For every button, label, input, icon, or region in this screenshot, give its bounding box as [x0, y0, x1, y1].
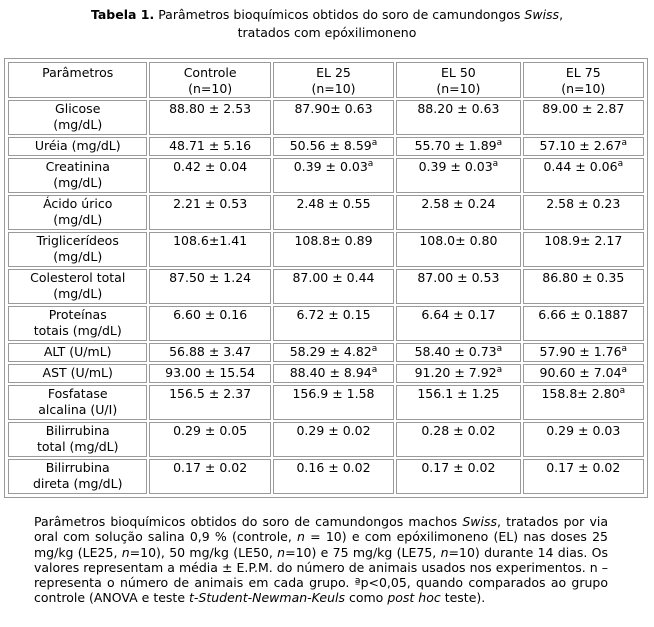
footnote-segment: n — [440, 544, 449, 560]
value-cell: 0.29 ± 0.05 — [149, 422, 270, 457]
value-cell: 58.40 ± 0.73$^a$ — [396, 343, 520, 362]
footnote-segment: como — [345, 590, 388, 606]
table-row — [8, 306, 644, 341]
caption-species: Swiss — [524, 7, 560, 22]
value-cell: 2.58 ± 0.23 — [523, 195, 644, 230]
parameter-name: Bilirrubina total (mg/dL) — [8, 422, 147, 457]
parameter-name: Creatinina (mg/dL) — [8, 158, 147, 193]
footnote-segment: Swiss — [462, 514, 497, 529]
footnote-segment: n — [121, 544, 130, 560]
value-cell: 0.29 ± 0.02 — [273, 422, 394, 457]
value-cell: 57.10 ± 2.67$^a$ — [523, 137, 644, 156]
footnote-segment: t-Student-Newman-Keuls — [189, 590, 346, 606]
value-cell: 108.0± 0.80 — [396, 232, 520, 267]
footnote-segment: =10) e 75 mg/kg (LE75, — [285, 544, 441, 560]
footnote-segment: post hoc — [387, 590, 441, 606]
table-row — [8, 269, 644, 304]
parameter-name: Glicose (mg/dL) — [8, 100, 147, 135]
value-cell: 0.44 ± 0.06$^a$ — [523, 158, 644, 193]
footnote-segment: n — [297, 529, 305, 545]
table-body — [8, 100, 644, 494]
header-el75: EL 75 (n=10) — [523, 62, 644, 98]
significance-marker: a — [371, 364, 378, 375]
value-cell: 0.16 ± 0.02 — [273, 459, 394, 494]
parameter-name: Ácido úrico (mg/dL) — [8, 195, 147, 230]
value-cell: 6.60 ± 0.16 — [149, 306, 270, 341]
table-row — [8, 459, 644, 494]
footnote-segment: =10), 50 mg/kg (LE50, — [129, 544, 278, 560]
table-row — [8, 158, 644, 193]
table-row — [8, 385, 644, 420]
significance-marker: a — [496, 344, 503, 355]
footnote-segment: =10) durante 14 dias. Os valores representam a média ± E.P.M. do número de animais usados nos experimentos. n – representa o número de animais em cada grupo. ªp<0,05, quando comparados ao grupo controle (ANOVA e teste — [34, 544, 608, 606]
value-cell: 87.50 ± 1.24 — [149, 269, 270, 304]
footnote-segment: teste). — [440, 590, 486, 606]
value-cell: 88.20 ± 0.63 — [396, 100, 520, 135]
significance-marker: a — [496, 137, 503, 148]
value-cell: 48.71 ± 5.16 — [149, 137, 270, 156]
value-cell: 0.39 ± 0.03$^a$ — [396, 158, 520, 193]
value-cell: 0.17 ± 0.02 — [149, 459, 270, 494]
data-table-frame — [4, 58, 648, 498]
parameter-name: ALT (U/mL) — [8, 343, 147, 362]
value-cell: 57.90 ± 1.76$^a$ — [523, 343, 644, 362]
significance-marker: a — [619, 385, 626, 396]
header-parametros: Parâmetros — [8, 62, 147, 98]
value-cell: 156.9 ± 1.58 — [273, 385, 394, 420]
value-cell: 108.9± 2.17 — [523, 232, 644, 267]
header-controle: Controle (n=10) — [149, 62, 270, 98]
value-cell: 0.28 ± 0.02 — [396, 422, 520, 457]
value-cell: 158.8± 2.80$^a$ — [523, 385, 644, 420]
value-cell: 0.17 ± 0.02 — [523, 459, 644, 494]
table-caption — [0, 6, 654, 42]
value-cell: 88.40 ± 8.94$^a$ — [273, 364, 394, 383]
parameter-name: Proteínas totais (mg/dL) — [8, 306, 147, 341]
table-row — [8, 343, 644, 362]
significance-marker: a — [371, 137, 378, 148]
value-cell: 2.58 ± 0.24 — [396, 195, 520, 230]
parameter-name: Fosfatase alcalina (U/I) — [8, 385, 147, 420]
table-row — [8, 195, 644, 230]
value-cell: 0.42 ± 0.04 — [149, 158, 270, 193]
footnote-segment: , tratados por via oral com solução salina 0,9 % (controle, — [34, 514, 608, 545]
significance-marker: a — [621, 137, 628, 148]
value-cell: 89.00 ± 2.87 — [523, 100, 644, 135]
significance-marker: a — [617, 158, 624, 169]
parameter-name: Uréia (mg/dL) — [8, 137, 147, 156]
table-row — [8, 422, 644, 457]
significance-marker: a — [371, 344, 378, 355]
value-cell: 2.21 ± 0.53 — [149, 195, 270, 230]
value-cell: 87.00 ± 0.44 — [273, 269, 394, 304]
significance-marker: a — [496, 364, 503, 375]
significance-marker: a — [492, 158, 499, 169]
value-cell: 88.80 ± 2.53 — [149, 100, 270, 135]
value-cell: 50.56 ± 8.59$^a$ — [273, 137, 394, 156]
value-cell: 87.00 ± 0.53 — [396, 269, 520, 304]
caption-text-after: , — [559, 7, 564, 22]
value-cell: 55.70 ± 1.89$^a$ — [396, 137, 520, 156]
value-cell: 56.88 ± 3.47 — [149, 343, 270, 362]
value-cell: 156.5 ± 2.37 — [149, 385, 270, 420]
header-el50: EL 50 (n=10) — [396, 62, 520, 98]
parameter-name: AST (U/mL) — [8, 364, 147, 383]
table-row — [8, 232, 644, 267]
value-cell: 90.60 ± 7.04$^a$ — [523, 364, 644, 383]
value-cell: 87.90± 0.63 — [273, 100, 394, 135]
footnote-segment: = 10) e com epóxilimoneno (EL) nas doses 25 mg/kg (LE25, — [34, 529, 608, 560]
value-cell: 0.29 ± 0.03 — [523, 422, 644, 457]
table-header-row — [8, 62, 644, 98]
value-cell: 6.72 ± 0.15 — [273, 306, 394, 341]
value-cell: 6.64 ± 0.17 — [396, 306, 520, 341]
table-row — [8, 137, 644, 156]
caption-text: Parâmetros bioquímicos obtidos do soro de camundongos — [154, 7, 525, 22]
value-cell: 2.48 ± 0.55 — [273, 195, 394, 230]
value-cell: 6.66 ± 0.1887 — [523, 306, 644, 341]
value-cell: 108.6±1.41 — [149, 232, 270, 267]
data-table — [6, 60, 646, 496]
caption-label: Tabela 1. — [90, 7, 155, 22]
value-cell: 0.39 ± 0.03$^a$ — [273, 158, 394, 193]
significance-marker: a — [621, 344, 628, 355]
header-el25: EL 25 (n=10) — [273, 62, 394, 98]
table-row — [8, 100, 644, 135]
value-cell: 86.80 ± 0.35 — [523, 269, 644, 304]
value-cell: 93.00 ± 15.54 — [149, 364, 270, 383]
value-cell: 156.1 ± 1.25 — [396, 385, 520, 420]
caption-line2: tratados com epóxilimoneno — [237, 25, 417, 40]
table-footnote — [34, 514, 608, 606]
significance-marker: a — [621, 364, 628, 375]
value-cell: 0.17 ± 0.02 — [396, 459, 520, 494]
parameter-name: Colesterol total (mg/dL) — [8, 269, 147, 304]
significance-marker: a — [367, 158, 374, 169]
footnote-segment: Parâmetros bioquímicos obtidos do soro de camundongos machos — [34, 514, 463, 529]
value-cell: 108.8± 0.89 — [273, 232, 394, 267]
table-row — [8, 364, 644, 383]
parameter-name: Triglicerídeos (mg/dL) — [8, 232, 147, 267]
value-cell: 91.20 ± 7.92$^a$ — [396, 364, 520, 383]
footnote-segment: n — [277, 544, 286, 560]
parameter-name: Bilirrubina direta (mg/dL) — [8, 459, 147, 494]
value-cell: 58.29 ± 4.82$^a$ — [273, 343, 394, 362]
